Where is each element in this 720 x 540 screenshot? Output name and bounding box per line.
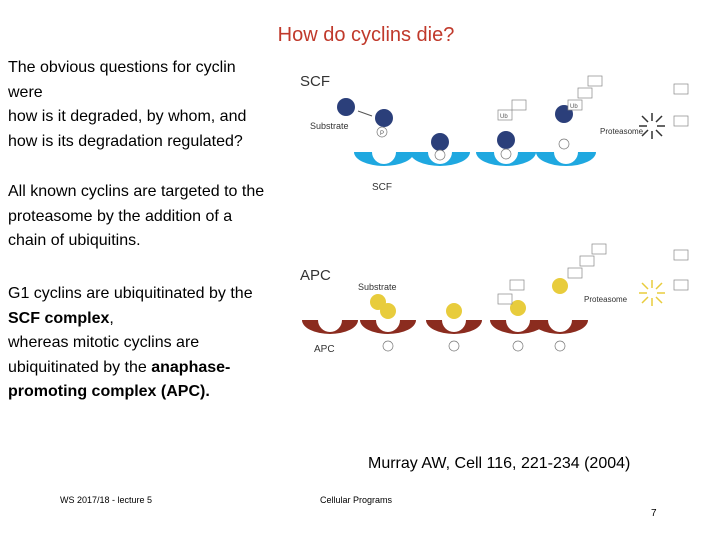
apc-panel-label: APC <box>300 267 331 284</box>
released-ubiquitin <box>674 84 688 126</box>
targeting-line: proteasome by the addition of a <box>8 207 233 225</box>
intro-line: The obvious questions for cyclin <box>8 59 236 76</box>
apc-complex <box>302 320 358 334</box>
ubiquitin-chain <box>498 76 602 120</box>
scf-complex <box>410 133 470 166</box>
released-ubiquitin <box>674 250 688 290</box>
p-tag <box>559 139 569 149</box>
scf-substrate-label: Substrate <box>310 121 349 131</box>
p-label: P <box>380 131 385 137</box>
scf-complex-term: SCF complex <box>8 309 110 327</box>
targeting-paragraph <box>8 180 308 254</box>
ubiq-line: promoting complex (APC). <box>8 383 210 400</box>
scf-complex-label: SCF <box>372 182 392 193</box>
ub-label: Ub <box>500 114 508 120</box>
p-tag <box>435 150 445 160</box>
apc-substrate-label: Substrate <box>358 282 397 292</box>
ubiquitination-paragraph <box>8 282 298 405</box>
apc-complex-label: APC <box>314 344 335 355</box>
proteasome-burst-icon <box>639 113 665 139</box>
scf-proteasome-label: Proteasome <box>600 127 644 136</box>
arrow <box>358 111 372 116</box>
scf-comma: , <box>109 309 114 327</box>
ub-label: Ub <box>570 104 578 110</box>
apc-complex <box>490 300 546 334</box>
ubiq-line <box>8 307 298 332</box>
cyclin-degradation-figure <box>298 64 698 364</box>
intro-paragraph <box>8 56 298 154</box>
apc-complex <box>426 303 482 334</box>
ubiq-line <box>8 356 298 381</box>
scf-bound-substrate <box>375 109 393 127</box>
intro-line: were <box>8 83 43 101</box>
apc-term-part1: anaphase- <box>151 358 231 376</box>
scf-panel-label: SCF <box>300 73 330 90</box>
ubiq-line-text: ubiquitinated by the <box>8 358 152 376</box>
p-tags <box>383 341 565 351</box>
footer-title: Cellular Programs <box>320 495 393 505</box>
apc-panel <box>300 244 688 355</box>
targeting-line: All known cyclins are targeted to the <box>8 183 265 200</box>
apc-complex <box>532 278 588 334</box>
scf-panel <box>300 73 688 193</box>
intro-line: how is it degraded, by whom, and <box>8 108 247 125</box>
intro-line: how is its degradation regulated? <box>8 132 243 150</box>
slide-title: How do cyclins die? <box>277 24 455 46</box>
page-number: 7 <box>651 508 657 519</box>
scf-complex <box>536 105 596 166</box>
scf-complex <box>476 131 536 166</box>
targeting-line: chain of ubiquitins. <box>8 232 141 249</box>
p-tag <box>501 149 511 159</box>
scf-complex <box>354 152 414 166</box>
citation: Murray AW, Cell 116, 221-234 (2004) <box>368 455 631 472</box>
apc-complex <box>360 303 416 334</box>
proteasome-burst-icon <box>639 280 665 306</box>
ubiq-line: G1 cyclins are ubiquitinated by the <box>8 285 253 302</box>
ubiq-line: whereas mitotic cyclins are <box>8 334 200 351</box>
scf-free-substrate <box>337 98 355 116</box>
apc-proteasome-label: Proteasome <box>584 295 628 304</box>
footer-course: WS 2017/18 - lecture 5 <box>60 495 153 505</box>
